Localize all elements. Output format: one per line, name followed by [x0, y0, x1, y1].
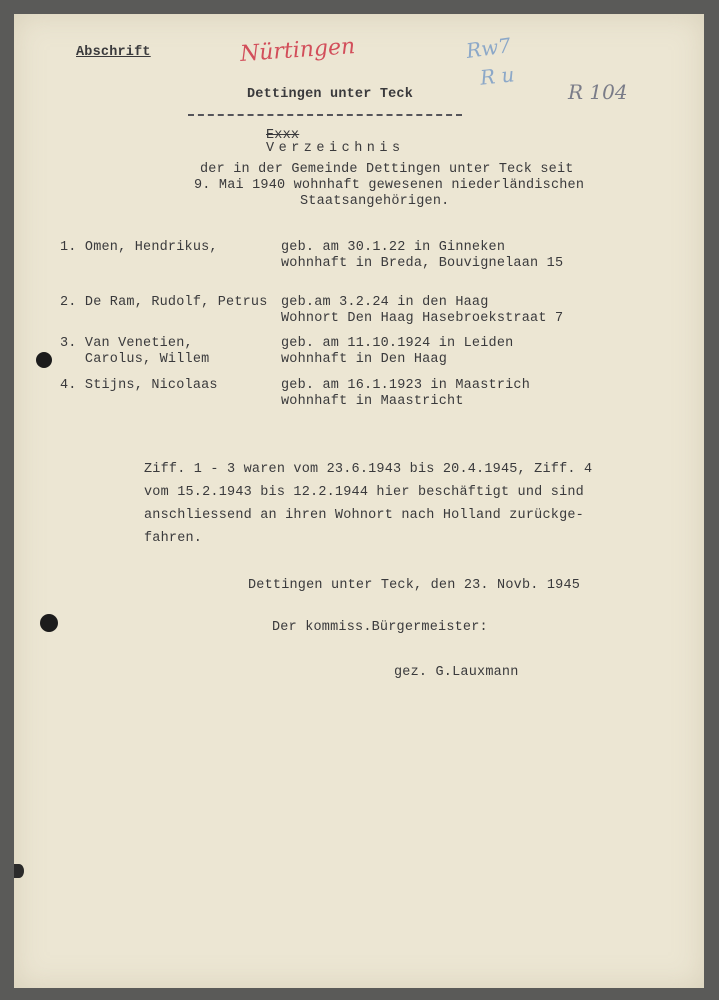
edge-mark	[14, 864, 24, 878]
entry-name: 2. De Ram, Rudolf, Petrus	[60, 295, 268, 310]
header-place: Dettingen unter Teck	[247, 87, 414, 102]
entry-detail: geb.am 3.2.24 in den Haag	[281, 295, 489, 310]
document-page	[14, 14, 704, 988]
subtitle-line-1: der in der Gemeinde Dettingen unter Teck seit	[200, 162, 574, 177]
document-heading: Verzeichnis	[266, 141, 405, 156]
entry-detail: wohnhaft in Breda, Bouvignelaan 15	[281, 256, 564, 271]
entry-detail: geb. am 11.10.1924 in Leiden	[281, 336, 514, 351]
entry-detail: Wohnort Den Haag Hasebroekstraat 7	[281, 311, 564, 326]
entry-name: 4. Stijns, Nicolaas	[60, 378, 218, 393]
entry-name: 1. Omen, Hendrikus,	[60, 240, 218, 255]
abschrift-label: Abschrift	[76, 45, 151, 60]
subtitle-line-2: 9. Mai 1940 wohnhaft gewesenen niederländischen	[194, 178, 585, 193]
closing-date-line: Dettingen unter Teck, den 23. Novb. 1945	[248, 578, 581, 593]
paragraph-line: vom 15.2.1943 bis 12.2.1944 hier beschäftigt und sind	[144, 485, 584, 500]
header-rule	[188, 114, 462, 116]
closing-office: Der kommiss.Bürgermeister:	[272, 620, 488, 635]
entry-detail: wohnhaft in Maastricht	[281, 394, 464, 409]
struck-text: Exxx	[266, 128, 300, 143]
handwritten-place-note: Nürtingen	[239, 34, 356, 67]
handwritten-archive-mark-2: R u	[478, 62, 516, 90]
entry-detail: wohnhaft in Den Haag	[281, 352, 448, 367]
paragraph-line: Ziff. 1 - 3 waren vom 23.6.1943 bis 20.4.1945, Ziff. 4	[144, 462, 593, 477]
entry-name: 3. Van Venetien,	[60, 336, 193, 351]
entry-detail: geb. am 16.1.1923 in Maastrich	[281, 378, 531, 393]
paragraph-line: fahren.	[144, 531, 203, 546]
entry-name-continued: Carolus, Willem	[60, 352, 210, 367]
closing-signature: gez. G.Lauxmann	[394, 665, 519, 680]
paragraph-line: anschliessend an ihren Wohnort nach Holland zurückge-	[144, 508, 584, 523]
handwritten-archive-number: R 104	[568, 80, 628, 104]
subtitle-line-3: Staatsangehörigen.	[300, 194, 450, 209]
entry-detail: geb. am 30.1.22 in Ginneken	[281, 240, 506, 255]
punch-hole	[36, 352, 52, 368]
punch-hole	[40, 614, 58, 632]
handwritten-archive-mark-1: Rw7	[464, 32, 513, 64]
